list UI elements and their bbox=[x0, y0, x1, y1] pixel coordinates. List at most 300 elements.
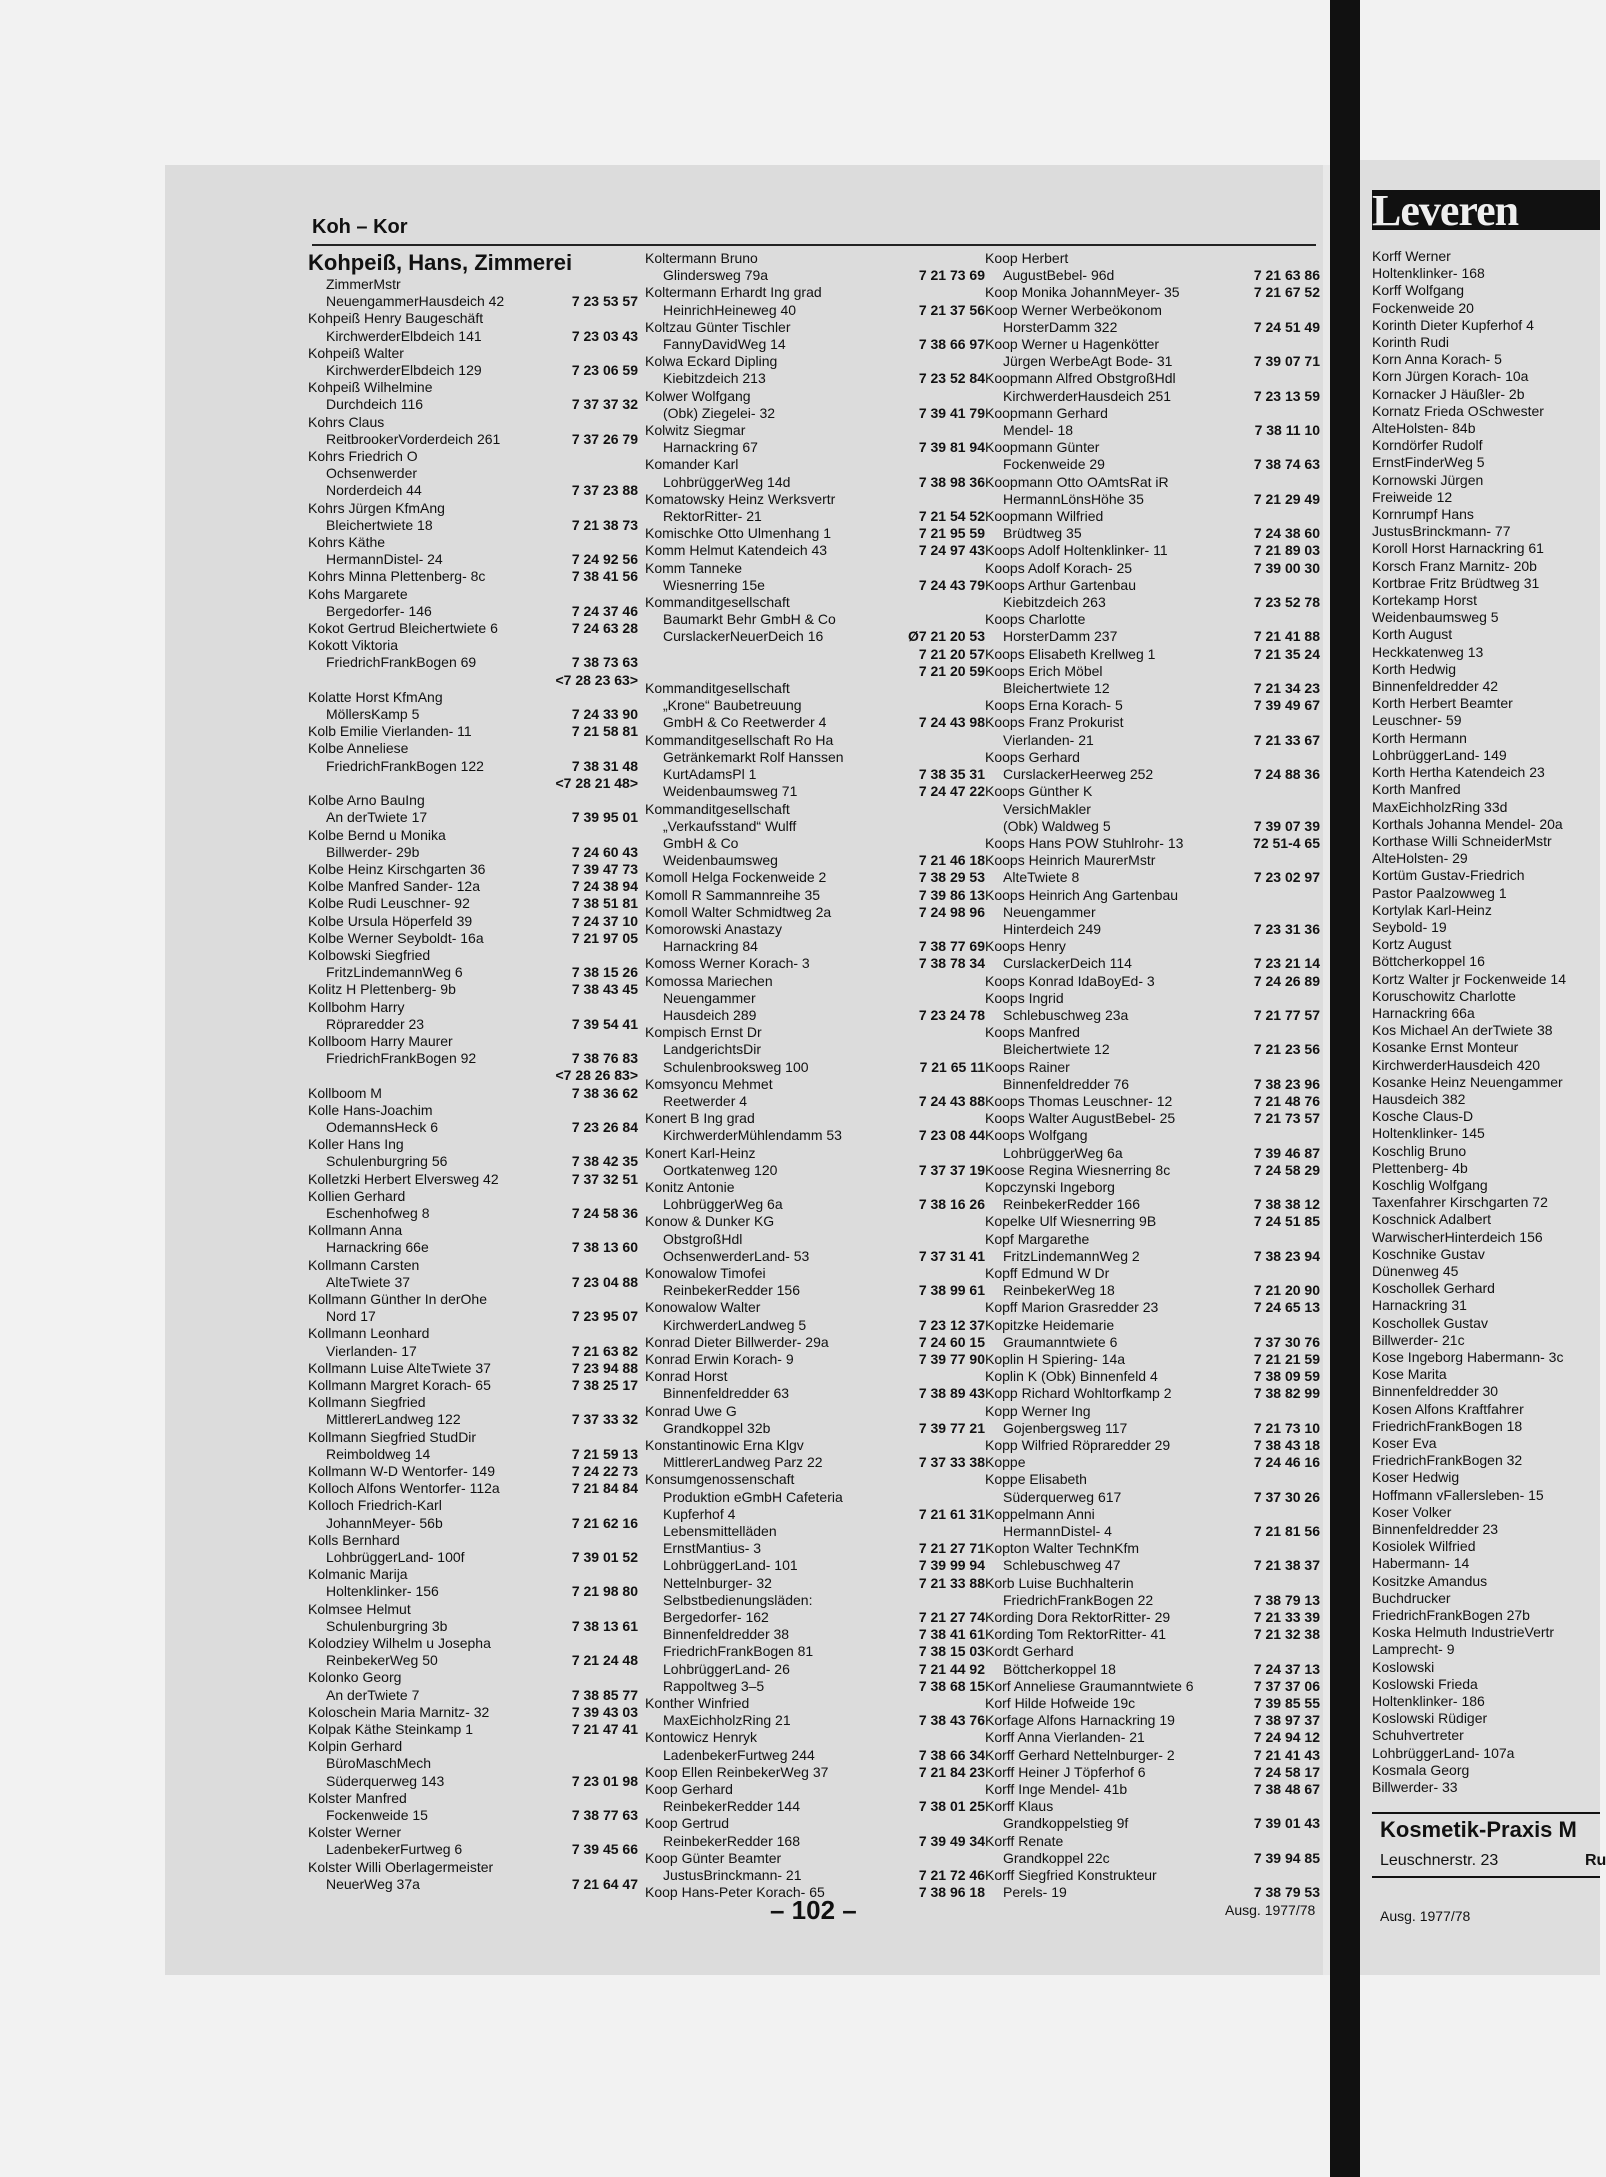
entry-phone: 7 21 81 56 bbox=[1253, 1523, 1320, 1540]
facing-entry-text: LohbrüggerLand- 149 bbox=[1372, 746, 1507, 763]
facing-entry bbox=[1372, 437, 1600, 454]
facing-entry bbox=[1372, 695, 1600, 712]
listing-entry bbox=[985, 697, 1320, 714]
facing-entry-text: Binnenfeldredder 23 bbox=[1372, 1521, 1499, 1538]
entry-phone: 7 23 95 07 bbox=[571, 1308, 638, 1325]
listing-entry bbox=[308, 654, 638, 671]
facing-entry-text: Seybold- 19 bbox=[1372, 918, 1447, 935]
entry-phone: 7 21 98 80 bbox=[571, 1583, 638, 1600]
listing-entry bbox=[308, 379, 638, 396]
listing-entry bbox=[985, 1231, 1320, 1248]
entry-phone bbox=[632, 310, 638, 327]
listing-entry bbox=[308, 1583, 638, 1600]
facing-entry-text: Korth Manfred bbox=[1372, 781, 1461, 798]
facing-entry bbox=[1372, 764, 1600, 781]
page-header: Koh – Kor bbox=[312, 216, 408, 238]
entry-name: Nettelnburger- 32 bbox=[663, 1574, 772, 1591]
entry-phone bbox=[1314, 1540, 1320, 1557]
listing-entry bbox=[985, 1110, 1320, 1127]
facing-entry-text: Leuschner- 59 bbox=[1372, 712, 1462, 729]
entry-phone: 7 38 43 45 bbox=[571, 981, 638, 998]
entry-name: Kupferhof 4 bbox=[663, 1505, 736, 1522]
entry-name: Koopmann Wilfried bbox=[985, 508, 1104, 525]
entry-name: Brüdtweg 35 bbox=[1003, 525, 1082, 542]
listing-entry bbox=[645, 1282, 985, 1299]
listing-entry bbox=[308, 1618, 638, 1635]
entry-name: Koops Hans POW Stuhlrohr- 13 bbox=[985, 834, 1184, 851]
entry-name: Kollmann Anna bbox=[308, 1222, 403, 1239]
entry-name: AlteTwiete 8 bbox=[1003, 869, 1080, 886]
facing-entry bbox=[1372, 1487, 1600, 1504]
entry-name: Koops Manfred bbox=[985, 1024, 1080, 1041]
entry-phone: 7 23 53 57 bbox=[571, 293, 638, 310]
entry-name: Süderquerweg 143 bbox=[326, 1772, 445, 1789]
entry-phone: 7 38 48 67 bbox=[1253, 1781, 1320, 1798]
facing-entry bbox=[1372, 1211, 1600, 1228]
listing-entry bbox=[985, 663, 1320, 680]
listing-entry bbox=[645, 577, 985, 594]
listing-entry bbox=[645, 1196, 985, 1213]
listing-entry bbox=[985, 370, 1320, 387]
entry-phone bbox=[632, 379, 638, 396]
listing-entry bbox=[645, 955, 985, 972]
entry-name: JohannMeyer- 56b bbox=[326, 1514, 443, 1531]
entry-name: FriedrichFrankBogen 69 bbox=[326, 654, 477, 671]
entry-name: Kompisch Ernst Dr bbox=[645, 1024, 762, 1041]
entry-phone: 7 38 15 26 bbox=[571, 964, 638, 981]
entry-phone: 7 38 79 13 bbox=[1253, 1591, 1320, 1608]
listing-entry bbox=[645, 353, 985, 370]
facing-entry-text: Harnackring 66a bbox=[1372, 1004, 1475, 1021]
listing-entry bbox=[308, 1721, 638, 1738]
entry-phone: 7 39 00 30 bbox=[1253, 559, 1320, 576]
entry-phone: 7 23 08 44 bbox=[918, 1127, 985, 1144]
facing-entry bbox=[1372, 1641, 1600, 1658]
entry-name: Kohs Margarete bbox=[308, 585, 408, 602]
facing-entry-text: Korinth Rudi bbox=[1372, 334, 1450, 351]
listing-entry bbox=[645, 1471, 985, 1488]
listing-entry bbox=[985, 1093, 1320, 1110]
facing-entry-text: Korn Anna Korach- 5 bbox=[1372, 351, 1502, 368]
listing-entry bbox=[645, 1024, 985, 1041]
facing-entry-text: Korth August bbox=[1372, 626, 1453, 643]
listing-entry bbox=[985, 887, 1320, 904]
entry-name: Koops Heinrich MaurerMstr bbox=[985, 852, 1156, 869]
listing-entry bbox=[645, 1764, 985, 1781]
entry-name: Korff Siegfried Konstrukteur bbox=[985, 1867, 1157, 1884]
facing-entry bbox=[1372, 1745, 1600, 1762]
entry-name: Koppelmann Anni bbox=[985, 1505, 1095, 1522]
entry-name: Korff Renate bbox=[985, 1832, 1064, 1849]
entry-phone: 7 39 94 85 bbox=[1253, 1849, 1320, 1866]
facing-entry bbox=[1372, 712, 1600, 729]
entry-phone bbox=[1314, 1867, 1320, 1884]
entry-name: Kopczynski Ingeborg bbox=[985, 1178, 1115, 1195]
entry-name: Komossa Mariechen bbox=[645, 972, 773, 989]
entry-phone: 7 23 24 78 bbox=[918, 1006, 985, 1023]
entry-phone bbox=[632, 500, 638, 517]
facing-entry-text: Koschlig Wolfgang bbox=[1372, 1176, 1488, 1193]
listing-entry bbox=[985, 388, 1320, 405]
entry-phone bbox=[632, 689, 638, 706]
facing-entry-text: Koschlig Bruno bbox=[1372, 1142, 1467, 1159]
listing-entry bbox=[985, 1437, 1320, 1454]
listing-entry bbox=[645, 766, 985, 783]
entry-name: BüroMaschMech bbox=[326, 1755, 432, 1772]
entry-name: Konow & Dunker KG bbox=[645, 1213, 775, 1230]
entry-phone: 7 24 98 96 bbox=[918, 903, 985, 920]
entry-name: Weidenbaumsweg bbox=[663, 852, 778, 869]
listing-entry bbox=[308, 1016, 638, 1033]
listing-entry bbox=[985, 1506, 1320, 1523]
facing-entry bbox=[1372, 1263, 1600, 1280]
facing-entry bbox=[1372, 1160, 1600, 1177]
entry-phone bbox=[632, 1291, 638, 1308]
entry-phone: <7 28 23 63> bbox=[555, 671, 638, 688]
entry-name: ObstgroßHdl bbox=[663, 1230, 743, 1247]
listing-entry bbox=[308, 809, 638, 826]
listing-entry bbox=[985, 749, 1320, 766]
entry-phone: 7 39 46 87 bbox=[1253, 1144, 1320, 1161]
listing-entry bbox=[308, 1033, 638, 1050]
entry-phone bbox=[632, 1755, 638, 1772]
entry-phone: 7 38 36 62 bbox=[571, 1084, 638, 1101]
listing-entry bbox=[308, 1549, 638, 1566]
listing-entry bbox=[645, 1781, 985, 1798]
entry-phone bbox=[1314, 783, 1320, 800]
entry-phone: 7 37 31 41 bbox=[918, 1247, 985, 1264]
entry-phone: 7 21 63 86 bbox=[1253, 267, 1320, 284]
listing-entry bbox=[308, 827, 638, 844]
facing-entry bbox=[1372, 420, 1600, 437]
entry-name: Koltermann Erhardt Ing grad bbox=[645, 284, 822, 301]
entry-name: GmbH & Co Reetwerder 4 bbox=[663, 714, 827, 731]
facing-entry-text: Kornatz Frieda OSchwester bbox=[1372, 402, 1544, 419]
listing-entry bbox=[645, 250, 985, 267]
facing-entry-text: MaxEichholzRing 33d bbox=[1372, 798, 1508, 815]
facing-entry bbox=[1372, 1125, 1600, 1142]
listing-entry bbox=[985, 783, 1320, 800]
entry-phone bbox=[632, 1188, 638, 1205]
entry-phone bbox=[632, 1136, 638, 1153]
entry-name: Koop Günter Beamter bbox=[645, 1849, 782, 1866]
facing-entry bbox=[1372, 850, 1600, 867]
entry-name: Norderdeich 44 bbox=[326, 482, 422, 499]
entry-phone: 7 21 48 76 bbox=[1253, 1092, 1320, 1109]
entry-name: Koltzau Günter Tischler bbox=[645, 318, 791, 335]
entry-phone bbox=[1314, 1403, 1320, 1420]
listing-entry bbox=[985, 1385, 1320, 1402]
entry-name: Kohrs Minna Plettenberg- 8c bbox=[308, 568, 486, 585]
listing-entry bbox=[645, 852, 985, 869]
entry-phone: 7 21 24 48 bbox=[571, 1652, 638, 1669]
listing-entry bbox=[985, 1747, 1320, 1764]
listing-entry bbox=[645, 267, 985, 284]
entry-phone: 7 37 37 19 bbox=[918, 1161, 985, 1178]
listing-entry bbox=[985, 594, 1320, 611]
entry-phone: 7 38 11 10 bbox=[1254, 422, 1320, 439]
listing-entry bbox=[645, 1489, 985, 1506]
ad-tail: Ru bbox=[1585, 1852, 1606, 1869]
listing-entry bbox=[645, 628, 985, 645]
entry-phone: 7 38 51 81 bbox=[571, 895, 638, 912]
entry-phone: 7 38 43 76 bbox=[918, 1712, 985, 1729]
entry-phone: 7 38 35 31 bbox=[918, 766, 985, 783]
entry-name: Bleichertwiete 12 bbox=[1003, 1041, 1110, 1058]
entry-phone: 7 38 68 15 bbox=[918, 1677, 985, 1694]
listing-entry bbox=[308, 1377, 638, 1394]
facing-entry-text: Pastor Paalzowweg 1 bbox=[1372, 884, 1507, 901]
facing-entry bbox=[1372, 1332, 1600, 1349]
facing-entry bbox=[1372, 1246, 1600, 1263]
entry-name: Konsumgenossenschaft bbox=[645, 1471, 795, 1488]
listing-entry bbox=[308, 603, 638, 620]
entry-name: LohbrüggerLand- 101 bbox=[663, 1557, 798, 1574]
entry-phone: 7 38 09 59 bbox=[1253, 1368, 1320, 1385]
listing-entry bbox=[985, 1712, 1320, 1729]
listing-entry bbox=[308, 1480, 638, 1497]
entry-name: Koops Charlotte bbox=[985, 611, 1086, 628]
facing-entry-text: Holtenklinker- 145 bbox=[1372, 1125, 1485, 1142]
entry-phone bbox=[632, 1532, 638, 1549]
listing-entry bbox=[645, 1437, 985, 1454]
facing-entry-text: Korn Jürgen Korach- 10a bbox=[1372, 368, 1529, 385]
entry-name: CurslackerNeuerDeich 16 bbox=[663, 628, 824, 645]
entry-name: Koop Werner u Hagenkötter bbox=[985, 336, 1160, 353]
listing-entry bbox=[308, 396, 638, 413]
entry-phone: 7 37 37 32 bbox=[571, 396, 638, 413]
ad-rule-top bbox=[1372, 1812, 1600, 1814]
listing-entry bbox=[308, 758, 638, 775]
entry-phone bbox=[632, 1738, 638, 1755]
book-binding-strip bbox=[1330, 0, 1360, 2177]
listing-entry bbox=[308, 1136, 638, 1153]
entry-name: Vierlanden- 17 bbox=[326, 1342, 417, 1359]
entry-phone: 7 38 82 99 bbox=[1253, 1385, 1320, 1402]
listing-entry bbox=[308, 947, 638, 964]
entry-phone: 7 23 26 84 bbox=[571, 1118, 638, 1135]
entry-name: Kollmann Siegfried StudDir bbox=[308, 1428, 477, 1445]
entry-name: Kohpeiß Henry Baugeschäft bbox=[308, 310, 484, 327]
entry-phone: 7 24 37 46 bbox=[571, 602, 638, 619]
listing-entry bbox=[645, 388, 985, 405]
listing-entry bbox=[645, 1661, 985, 1678]
entry-name: Koops Rainer bbox=[985, 1058, 1070, 1075]
entry-name: Grandkoppel 32b bbox=[663, 1419, 771, 1436]
entry-phone: 7 39 77 90 bbox=[918, 1351, 985, 1367]
entry-phone bbox=[632, 1566, 638, 1583]
entry-name: Kolatte Horst KfmAng bbox=[308, 688, 443, 705]
facing-entry bbox=[1372, 386, 1600, 403]
entry-name: Harnackring 67 bbox=[663, 439, 758, 456]
entry-name: Billwerder- 29b bbox=[326, 843, 420, 860]
entry-phone: 7 21 33 67 bbox=[1253, 731, 1320, 748]
facing-entry-text: Kornowski Jürgen bbox=[1372, 471, 1484, 488]
facing-entry bbox=[1372, 1177, 1600, 1194]
entry-phone: 7 24 33 90 bbox=[571, 706, 638, 723]
entry-name: Kokott Viktoria bbox=[308, 637, 399, 654]
facing-entry-text: Hoffmann vFallersleben- 15 bbox=[1372, 1486, 1544, 1503]
entry-name: Koop Gerhard bbox=[645, 1781, 733, 1798]
listing-entry bbox=[645, 1110, 985, 1127]
listing-entry bbox=[645, 887, 985, 904]
entry-name: Kolle Hans-Joachim bbox=[308, 1101, 433, 1118]
listing-entry bbox=[308, 861, 638, 878]
facing-entry-text: Kosanke Ernst Monteur bbox=[1372, 1039, 1519, 1056]
facing-entry bbox=[1372, 1229, 1600, 1246]
facing-entry-text: Binnenfeldredder 30 bbox=[1372, 1383, 1499, 1400]
listing-entry bbox=[985, 1351, 1320, 1368]
entry-name: Korf Anneliese Graumanntwiete 6 bbox=[985, 1677, 1194, 1694]
entry-phone bbox=[1314, 1059, 1320, 1076]
entry-phone bbox=[1314, 474, 1320, 491]
entry-name: Kiebitzdeich 263 bbox=[1003, 594, 1106, 611]
entry-phone: 7 38 96 18 bbox=[918, 1884, 985, 1901]
facing-entry bbox=[1372, 1727, 1600, 1744]
entry-name: „Krone“ Baubetreuung bbox=[663, 697, 802, 714]
entry-name: Koose Regina Wiesnerring 8c bbox=[985, 1161, 1171, 1178]
entry-name: Koops Henry bbox=[985, 938, 1066, 955]
listing-entry bbox=[645, 439, 985, 456]
entry-name: Bergedorfer- 146 bbox=[326, 602, 432, 619]
facing-entry bbox=[1372, 1435, 1600, 1452]
entry-phone bbox=[632, 414, 638, 431]
listing-entry bbox=[308, 1325, 638, 1342]
listing-entry bbox=[645, 1093, 985, 1110]
listing-entry bbox=[985, 1523, 1320, 1540]
entry-phone: 7 23 21 14 bbox=[1253, 955, 1320, 972]
entry-name: Produktion eGmbH Cafeteria bbox=[663, 1488, 843, 1505]
listing-entry bbox=[308, 362, 638, 379]
listing-entry bbox=[645, 1643, 985, 1660]
entry-phone: 7 21 72 46 bbox=[918, 1867, 985, 1884]
listing-entry bbox=[308, 1497, 638, 1514]
entry-phone: 7 21 21 59 bbox=[1253, 1351, 1320, 1367]
listing-entry bbox=[645, 1334, 985, 1351]
listing-entry bbox=[985, 1265, 1320, 1282]
entry-name: Komoss Werner Korach- 3 bbox=[645, 955, 810, 972]
facing-entry bbox=[1372, 1366, 1600, 1383]
entry-name: FriedrichFrankBogen 122 bbox=[326, 757, 484, 774]
entry-name: Kolloch Alfons Wentorfer- 112a bbox=[308, 1480, 500, 1497]
facing-entry bbox=[1372, 661, 1600, 678]
listing-entry bbox=[308, 1274, 638, 1291]
entry-name: MöllersKamp 5 bbox=[326, 706, 420, 723]
facing-entry bbox=[1372, 626, 1600, 643]
facing-entry bbox=[1372, 799, 1600, 816]
entry-name: Komatowsky Heinz Werksvertr bbox=[645, 490, 836, 507]
listing-entry bbox=[985, 1575, 1320, 1592]
entry-phone: 7 23 31 36 bbox=[1253, 920, 1320, 937]
entry-name: KirchwerderElbdeich 141 bbox=[326, 327, 482, 344]
entry-name: Gojenbergsweg 117 bbox=[1003, 1419, 1128, 1436]
entry-phone: 7 39 49 34 bbox=[918, 1832, 985, 1849]
entry-phone bbox=[1314, 852, 1320, 869]
entry-phone: 7 21 67 52 bbox=[1253, 284, 1320, 301]
facing-entry-text: Korth Hertha Katendeich 23 bbox=[1372, 764, 1545, 781]
entry-name: Koops Elisabeth Krellweg 1 bbox=[985, 645, 1156, 662]
entry-name: Koltermann Bruno bbox=[645, 250, 758, 266]
entry-name: Binnenfeldredder 76 bbox=[1003, 1075, 1130, 1092]
entry-name: Kommanditgesellschaft bbox=[645, 800, 790, 817]
facing-entry-text: Koser Volker bbox=[1372, 1503, 1452, 1520]
listing-entry bbox=[645, 990, 985, 1007]
listing-entry bbox=[985, 990, 1320, 1007]
facing-entry bbox=[1372, 1091, 1600, 1108]
entry-name: Kohrs Claus bbox=[308, 413, 385, 430]
facing-entry bbox=[1372, 1383, 1600, 1400]
listing-entry bbox=[645, 542, 985, 559]
entry-phone: 7 38 98 36 bbox=[918, 473, 985, 490]
facing-entry bbox=[1372, 1469, 1600, 1486]
entry-name: Koplin H Spiering- 14a bbox=[985, 1351, 1126, 1367]
entry-name: Koop Werner Werbeökonom bbox=[985, 301, 1162, 318]
entry-name: Kordt Gerhard bbox=[985, 1643, 1074, 1660]
entry-phone: 7 37 30 26 bbox=[1253, 1488, 1320, 1505]
entry-phone: 7 21 84 23 bbox=[918, 1763, 985, 1780]
entry-name: HermannDistel- 4 bbox=[1003, 1523, 1112, 1540]
listing-entry bbox=[985, 835, 1320, 852]
entry-name: Koops Arthur Gartenbau bbox=[985, 576, 1136, 593]
listing-entry bbox=[645, 1385, 985, 1402]
listing-entry bbox=[645, 1815, 985, 1832]
listing-entry bbox=[308, 1704, 638, 1721]
listing-entry bbox=[308, 517, 638, 534]
entry-phone: 7 39 49 67 bbox=[1253, 697, 1320, 714]
facing-entry-text: Buchdrucker bbox=[1372, 1589, 1451, 1606]
entry-name: Koops Adolf Korach- 25 bbox=[985, 559, 1133, 576]
entry-name: VersichMakler bbox=[1003, 800, 1091, 817]
entry-phone bbox=[1314, 1506, 1320, 1523]
header-rule bbox=[312, 244, 1316, 246]
listing-entry bbox=[308, 1222, 638, 1239]
facing-entry-text: Koslowski Rüdiger bbox=[1372, 1710, 1488, 1727]
listing-entry bbox=[985, 1471, 1320, 1488]
entry-phone: 7 38 25 17 bbox=[571, 1377, 638, 1393]
entry-name: Kolbe Werner Seyboldt- 16a bbox=[308, 929, 484, 946]
listing-entry bbox=[645, 1867, 985, 1884]
listing-entry bbox=[308, 1755, 638, 1772]
entry-phone bbox=[632, 792, 638, 809]
facing-entry-text: Dünenweg 45 bbox=[1372, 1262, 1459, 1279]
entry-phone bbox=[632, 465, 638, 482]
entry-name: FannyDavidWeg 14 bbox=[663, 336, 786, 353]
entry-name: ZimmerMstr bbox=[326, 276, 401, 292]
facing-entry-text: Kortylak Karl-Heinz bbox=[1372, 901, 1492, 918]
entry-name: Konert Karl-Heinz bbox=[645, 1144, 756, 1161]
entry-phone: 7 24 92 56 bbox=[571, 551, 638, 568]
listing-entry bbox=[308, 1859, 638, 1876]
listing-entry bbox=[985, 1609, 1320, 1626]
facing-entry-text: AlteHolsten- 29 bbox=[1372, 850, 1468, 867]
entry-name: Koops Günther K bbox=[985, 783, 1093, 800]
listing-entry bbox=[308, 1463, 638, 1480]
entry-name: Konstantinowic Erna Klgv bbox=[645, 1437, 804, 1454]
entry-name: Kopp Werner Ing bbox=[985, 1402, 1091, 1419]
entry-name: Kolbe Rudi Leuschner- 92 bbox=[308, 895, 470, 912]
entry-phone bbox=[632, 1601, 638, 1618]
facing-entry bbox=[1372, 558, 1600, 575]
entry-phone bbox=[632, 1325, 638, 1342]
listing-entry bbox=[645, 783, 985, 800]
listing-entry bbox=[308, 895, 638, 912]
listing-entry bbox=[985, 1248, 1320, 1265]
entry-phone: 7 37 37 06 bbox=[1253, 1677, 1320, 1694]
facing-entry bbox=[1372, 609, 1600, 626]
entry-name: Kolb Emilie Vierlanden- 11 bbox=[308, 723, 472, 740]
listing-entry bbox=[985, 1678, 1320, 1695]
listing-entry bbox=[985, 1162, 1320, 1179]
